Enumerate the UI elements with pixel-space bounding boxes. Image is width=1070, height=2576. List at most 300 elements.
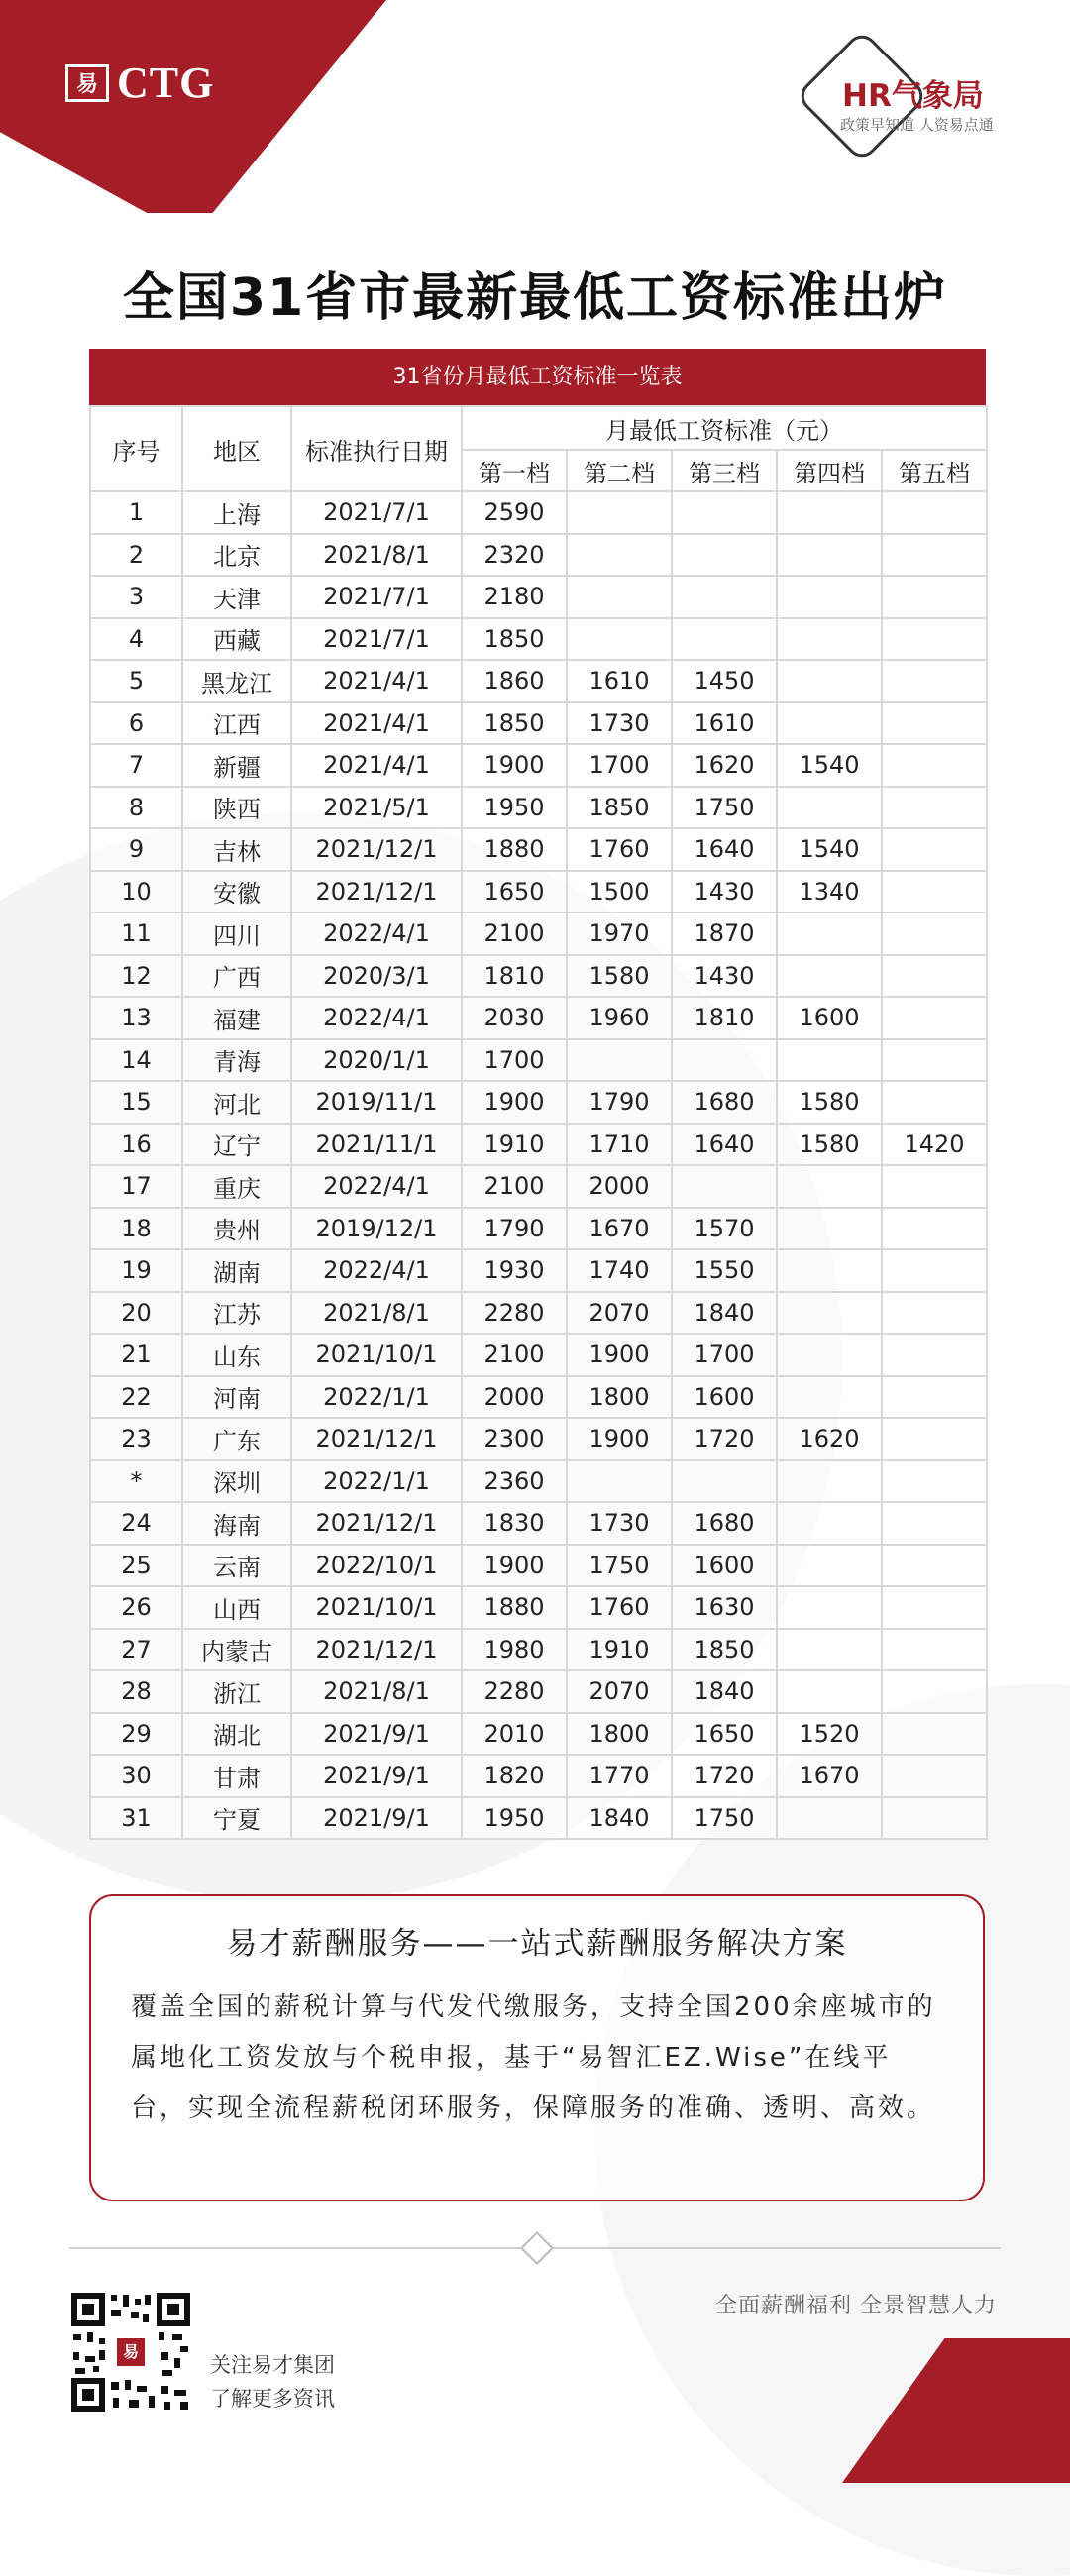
table-cell: 1800 [567,1376,672,1419]
table-cell: 1840 [672,1292,777,1335]
header-tier-3: 第三档 [672,450,777,491]
table-cell [567,534,672,577]
table-cell [672,1460,777,1503]
table-cell: 黑龙江 [182,660,291,702]
table-cell: 广西 [182,955,291,998]
table-cell: 1740 [567,1249,672,1292]
table-cell: 山东 [182,1334,291,1376]
table-cell: 2021/8/1 [291,534,462,577]
table-cell: 2070 [567,1670,672,1713]
table-cell: 2021/10/1 [291,1586,462,1629]
table-row [90,1502,987,1545]
table-cell [882,997,987,1039]
table-cell: 25 [90,1545,182,1587]
table-cell: 2021/7/1 [291,491,462,534]
table-cell: 2100 [462,912,567,955]
table-cell [777,1334,882,1376]
hr-weather-bureau-logo [804,45,1022,154]
table-cell [882,955,987,998]
table-cell: 1830 [462,1502,567,1545]
table-cell: 1810 [462,955,567,998]
table-cell: 福建 [182,997,291,1039]
table-row [90,744,987,787]
table-cell [882,1755,987,1797]
table-cell: 26 [90,1586,182,1629]
table-cell [882,1545,987,1587]
table-cell: 15 [90,1081,182,1124]
table-cell: 1870 [672,912,777,955]
table-cell: 9 [90,828,182,871]
follow-line-1: 关注易才集团 [210,2353,335,2377]
table-cell: 1640 [672,828,777,871]
table-cell [777,1545,882,1587]
table-cell: 11 [90,912,182,955]
table-cell [672,534,777,577]
table-header-row [90,406,987,450]
table-row [90,1418,987,1460]
table-row [90,1545,987,1587]
table-cell: 海南 [182,1502,291,1545]
table-cell [882,787,987,829]
follow-text [210,2348,335,2415]
table-cell [777,534,882,577]
wage-table [89,405,988,1840]
table-cell: 2000 [567,1165,672,1208]
table-cell [777,955,882,998]
table-cell: 17 [90,1165,182,1208]
table-row [90,912,987,955]
table-cell: 湖南 [182,1249,291,1292]
table-cell: 1850 [462,618,567,661]
table-cell: 1650 [462,871,567,913]
table-cell: 2022/1/1 [291,1376,462,1419]
table-cell: 河北 [182,1081,291,1124]
service-title: 易才薪酬服务——一站式薪酬服务解决方案 [226,1926,848,1962]
header-wage-group: 月最低工资标准（元） [462,406,987,450]
table-cell: 内蒙古 [182,1629,291,1671]
table-cell: 1960 [567,997,672,1039]
table-cell: 2021/9/1 [291,1755,462,1797]
table-cell: 28 [90,1670,182,1713]
table-cell: 1840 [672,1670,777,1713]
table-cell [882,534,987,577]
table-cell: 1900 [462,1545,567,1587]
table-cell: 2022/4/1 [291,997,462,1039]
table-cell: 2021/8/1 [291,1292,462,1335]
table-cell: 2070 [567,1292,672,1335]
table-cell: 1610 [567,660,672,702]
table-cell: 1540 [777,828,882,871]
table-cell: 24 [90,1502,182,1545]
table-cell [777,576,882,618]
table-cell: 2021/4/1 [291,744,462,787]
table-cell: 安徽 [182,871,291,913]
table-cell: 14 [90,1039,182,1082]
table-cell: 1580 [777,1124,882,1166]
table-cell: 2021/12/1 [291,1502,462,1545]
table-cell: 1850 [567,787,672,829]
table-cell: 1750 [567,1545,672,1587]
table-row [90,1460,987,1503]
table-cell: 1760 [567,828,672,871]
table-cell [882,1502,987,1545]
table-cell: 甘肃 [182,1755,291,1797]
table-cell: 1900 [567,1418,672,1460]
table-cell: 1700 [462,1039,567,1082]
table-cell: 12 [90,955,182,998]
table-cell: 1790 [462,1208,567,1250]
table-cell [777,702,882,745]
table-cell [882,1334,987,1376]
table-cell: 1730 [567,702,672,745]
table-cell: 2 [90,534,182,577]
table-cell [777,660,882,702]
table-cell: 贵州 [182,1208,291,1250]
table-cell: 8 [90,787,182,829]
qr-center-logo: 易 [114,2335,148,2369]
table-cell: 1680 [672,1081,777,1124]
table-cell: 江西 [182,702,291,745]
table-cell: 29 [90,1713,182,1756]
table-cell [882,1629,987,1671]
table-cell: 天津 [182,576,291,618]
table-cell: 北京 [182,534,291,577]
table-row [90,702,987,745]
table-row [90,997,987,1039]
table-cell: 1790 [567,1081,672,1124]
table-cell [672,491,777,534]
table-cell: 2360 [462,1460,567,1503]
header-region: 地区 [182,406,291,491]
table-cell: 1600 [672,1376,777,1419]
table-cell [777,1797,882,1840]
table-cell: 1720 [672,1755,777,1797]
table-cell: 1580 [777,1081,882,1124]
table-cell [882,828,987,871]
table-cell [567,618,672,661]
table-cell [672,1165,777,1208]
table-cell: 4 [90,618,182,661]
table-cell [777,1502,882,1545]
table-cell [882,1039,987,1082]
table-cell: 1580 [567,955,672,998]
table-cell: 辽宁 [182,1124,291,1166]
table-cell: 2280 [462,1292,567,1335]
table-cell [777,1249,882,1292]
divider-diamond-icon [520,2231,554,2265]
table-cell: 1930 [462,1249,567,1292]
table-row [90,534,987,577]
table-cell: 山西 [182,1586,291,1629]
table-cell [777,1460,882,1503]
table-cell: 2021/5/1 [291,787,462,829]
table-cell: 深圳 [182,1460,291,1503]
table-cell [777,491,882,534]
table-cell: 1970 [567,912,672,955]
table-row [90,576,987,618]
table-cell: 1610 [672,702,777,745]
table-cell: 1670 [777,1755,882,1797]
table-cell: 宁夏 [182,1797,291,1840]
table-cell: 23 [90,1418,182,1460]
table-cell [567,576,672,618]
table-cell [567,491,672,534]
table-cell: 2020/3/1 [291,955,462,998]
table-cell: 云南 [182,1545,291,1587]
table-cell: 1760 [567,1586,672,1629]
table-cell: 新疆 [182,744,291,787]
table-cell: 2300 [462,1418,567,1460]
hr-logo-subtitle: 政策早知道 人资易点通 [840,116,994,134]
table-cell: 陕西 [182,787,291,829]
table-cell: 18 [90,1208,182,1250]
table-cell: 1980 [462,1629,567,1671]
service-description: 覆盖全国的薪税计算与代发代缴服务，支持全国200余座城市的属地化工资发放与个税申报，基于“易智汇EZ.Wise”在线平台，实现全流程薪税闭环服务，保障服务的准确、透明、高效。 [131,1992,936,2123]
table-cell: 青海 [182,1039,291,1082]
table-cell: 河南 [182,1376,291,1419]
ctg-logo-icon: 易 [65,64,109,102]
table-cell: 2320 [462,534,567,577]
table-cell: 1720 [672,1418,777,1460]
table-cell [672,618,777,661]
table-cell: 1430 [672,871,777,913]
table-row [90,871,987,913]
table-cell: 西藏 [182,618,291,661]
table-cell [882,1586,987,1629]
table-cell [567,1039,672,1082]
table-cell: 1570 [672,1208,777,1250]
table-cell: 31 [90,1797,182,1840]
table-row [90,1755,987,1797]
table-row [90,1292,987,1335]
table-cell [882,576,987,618]
table-row [90,1376,987,1419]
table-cell: 20 [90,1292,182,1335]
table-cell: 1700 [672,1334,777,1376]
qr-code [69,2291,192,2414]
table-row [90,1249,987,1292]
table-cell: 2022/4/1 [291,912,462,955]
table-cell: 1900 [462,1081,567,1124]
table-cell: 2100 [462,1334,567,1376]
table-cell: 1950 [462,787,567,829]
table-cell: 2021/8/1 [291,1670,462,1713]
ctg-logo-text: CTG [117,58,215,107]
table-cell: 吉林 [182,828,291,871]
table-cell: 四川 [182,912,291,955]
table-cell [567,1460,672,1503]
table-cell [777,787,882,829]
header-tier-1: 第一档 [462,450,567,491]
table-cell: 2000 [462,1376,567,1419]
table-cell [672,576,777,618]
table-cell [672,1039,777,1082]
table-cell: 1840 [567,1797,672,1840]
table-cell: 6 [90,702,182,745]
table-cell [882,1292,987,1335]
table-cell: 2021/7/1 [291,618,462,661]
table-cell: 2021/12/1 [291,1629,462,1671]
table-cell [882,912,987,955]
table-row [90,1670,987,1713]
table-cell: 1730 [567,1502,672,1545]
table-row [90,618,987,661]
header-tier-4: 第四档 [777,450,882,491]
table-cell: 2019/12/1 [291,1208,462,1250]
table-row [90,1208,987,1250]
table-cell [882,1670,987,1713]
table-cell: 1 [90,491,182,534]
table-cell: 22 [90,1376,182,1419]
page-title: 全国31省市最新最低工资标准出炉 [122,268,948,328]
ctg-logo [65,57,214,108]
table-cell: 湖北 [182,1713,291,1756]
header-tier-5: 第五档 [882,450,987,491]
table-cell [882,1713,987,1756]
table-cell: 1880 [462,1586,567,1629]
table-cell [882,618,987,661]
table-cell: 27 [90,1629,182,1671]
table-row [90,1713,987,1756]
table-cell: 2021/4/1 [291,660,462,702]
table-caption: 31省份月最低工资标准一览表 [89,349,986,405]
table-cell [882,1797,987,1840]
table-cell [777,1629,882,1671]
table-cell [777,1670,882,1713]
table-row [90,1081,987,1124]
table-cell [882,871,987,913]
table-cell: 1680 [672,1502,777,1545]
footer-slogan: 全面薪酬福利 全景智慧人力 [715,2294,997,2318]
table-row [90,660,987,702]
table-cell [882,744,987,787]
table-cell: 1910 [462,1124,567,1166]
table-cell: 1860 [462,660,567,702]
table-cell: 2022/1/1 [291,1460,462,1503]
table-cell: 2022/4/1 [291,1165,462,1208]
table-row [90,1629,987,1671]
table-cell: 1950 [462,1797,567,1840]
table-cell: 1880 [462,828,567,871]
table-cell: 1770 [567,1755,672,1797]
table-cell: 1800 [567,1713,672,1756]
table-cell: 2020/1/1 [291,1039,462,1082]
table-cell: 2100 [462,1165,567,1208]
table-cell: 1450 [672,660,777,702]
table-cell [882,702,987,745]
table-cell: 江苏 [182,1292,291,1335]
table-cell: 2021/11/1 [291,1124,462,1166]
table-cell: 19 [90,1249,182,1292]
table-cell: 16 [90,1124,182,1166]
table-cell: 1900 [567,1334,672,1376]
table-cell: 2019/11/1 [291,1081,462,1124]
table-cell: 2022/10/1 [291,1545,462,1587]
table-cell [882,1418,987,1460]
table-row [90,1586,987,1629]
table-cell [777,1292,882,1335]
table-cell: 上海 [182,491,291,534]
table-cell: 2021/12/1 [291,871,462,913]
table-cell: 1420 [882,1124,987,1166]
table-cell: 1620 [777,1418,882,1460]
table-cell [882,491,987,534]
table-cell [777,912,882,955]
table-cell: 1640 [672,1124,777,1166]
header-no: 序号 [90,406,182,491]
table-cell: 10 [90,871,182,913]
table-cell: 1910 [567,1629,672,1671]
table-cell: 7 [90,744,182,787]
table-cell [882,1376,987,1419]
table-cell: 2021/12/1 [291,828,462,871]
table-cell: 1340 [777,871,882,913]
table-body [90,491,987,1839]
table-cell: 重庆 [182,1165,291,1208]
table-cell: 13 [90,997,182,1039]
header-tier-2: 第二档 [567,450,672,491]
table-row [90,1039,987,1082]
table-cell: 2021/9/1 [291,1713,462,1756]
table-cell: 2590 [462,491,567,534]
table-cell: 1630 [672,1586,777,1629]
table-cell: 5 [90,660,182,702]
table-cell [882,1208,987,1250]
table-cell: 1550 [672,1249,777,1292]
table-cell [777,618,882,661]
table-cell: 1700 [567,744,672,787]
table-cell: 2010 [462,1713,567,1756]
table-cell: 浙江 [182,1670,291,1713]
table-cell [777,1376,882,1419]
hr-logo-title: HR气象局 [842,78,984,114]
table-cell [777,1208,882,1250]
table-cell: 1810 [672,997,777,1039]
table-cell: 广东 [182,1418,291,1460]
table-cell [882,1460,987,1503]
table-cell: 2021/4/1 [291,702,462,745]
table-cell: 3 [90,576,182,618]
table-cell: 1540 [777,744,882,787]
min-wage-table [89,349,986,1840]
table-cell [777,1586,882,1629]
table-cell: 1750 [672,787,777,829]
table-cell: 2280 [462,1670,567,1713]
table-cell: 1710 [567,1124,672,1166]
table-cell: 30 [90,1755,182,1797]
table-cell: 2021/9/1 [291,1797,462,1840]
table-cell: 1520 [777,1713,882,1756]
table-cell [882,1249,987,1292]
table-row [90,1124,987,1166]
table-cell [777,1039,882,1082]
table-row [90,1797,987,1840]
table-cell: 1500 [567,871,672,913]
follow-line-2: 了解更多资讯 [210,2387,335,2411]
header-date: 标准执行日期 [291,406,462,491]
table-row [90,1165,987,1208]
table-cell: 2021/10/1 [291,1334,462,1376]
table-cell: 1620 [672,744,777,787]
table-cell: 2030 [462,997,567,1039]
table-cell [882,1081,987,1124]
table-cell: 1850 [672,1629,777,1671]
table-cell: 1430 [672,955,777,998]
table-cell: 1600 [777,997,882,1039]
table-row [90,1334,987,1376]
table-row [90,955,987,998]
table-cell: 1650 [672,1713,777,1756]
